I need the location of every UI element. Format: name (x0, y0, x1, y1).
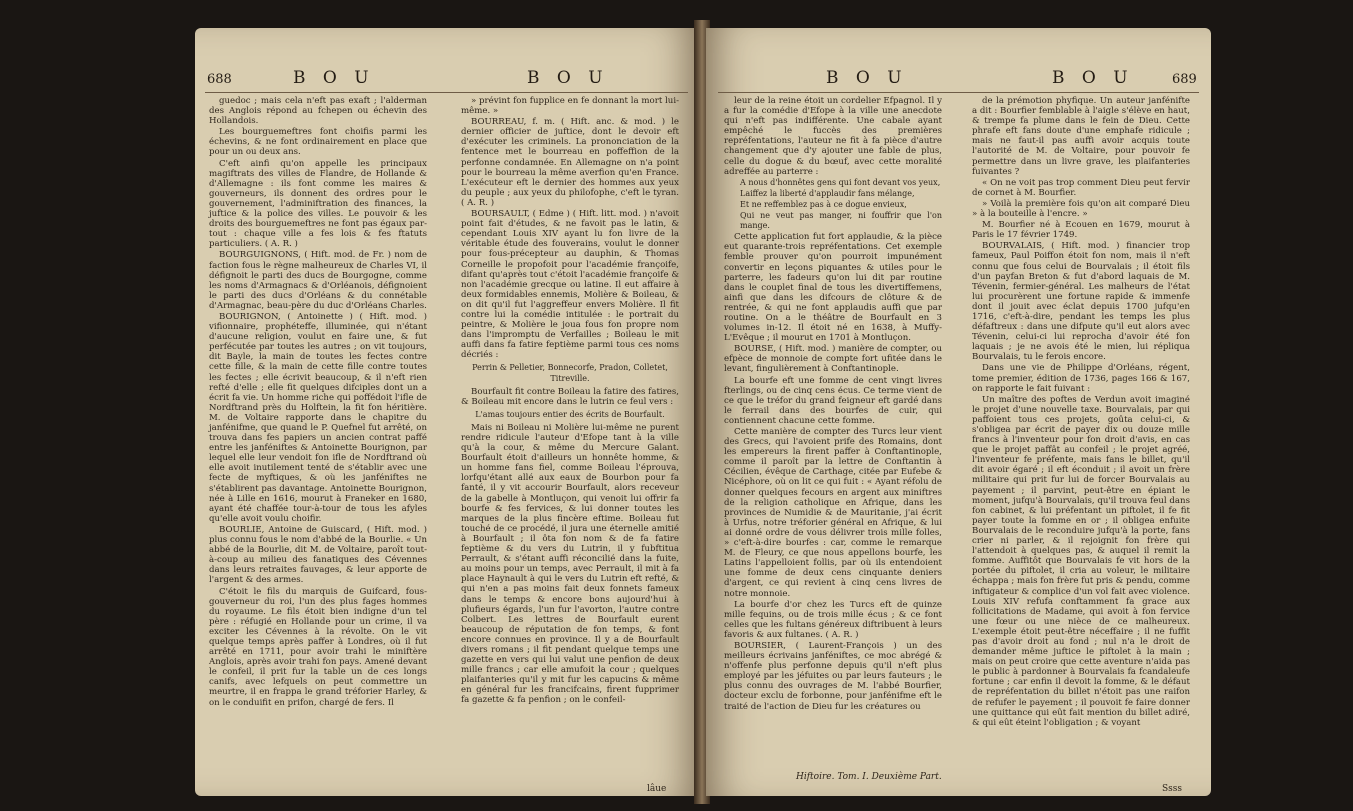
paragraph: BOURIGNON, ( Antoinette ) ( Hift. mod. ) vifionnaire, prophéteffe, illuminée, qui n'étant d'aucune religion, voulut en faire une, & fut perfécutée par toutes les autres ; on vit toujours, dit Bayle, la main de toutes les fectes contre cette fille, & la main de cette fille contre toutes les fectes ; elle écrivit beaucoup, & il n'eft rien refté d'elle ; elle fit quelques difciples dont un a écrit fa vie. Un homme riche qui poffédoit l'ifle de Nordftrand près du Holftein, la fit fon héritière. M. de Voltaire rapporte dans le chapitre du janfénifme, que quand le P. Quefnel fut arrêté, on trouva dans fes papiers un ancien contrat paffé entre les janféniftes & Antoinette Bourignon, par lequel elle leur vendoit fon ifle de Nordftrand où elle avoit inutilement tenté de s'établir avec une fecte de myftiques, & où les janféniftes ne s'établirent pas davantage. Antoinette Bourignon, née à Lille en 1616, mourut à Franeker en 1680, ayant été chaffée tour-à-tour de tous les afyles qu'elle avoit voulu choifir. (209, 311, 427, 524)
paragraph: de la prémotion phyfique. Un auteur janfénifte a dit : Bourfier femblable à l'aigle s'élève en haut, & trempe fa plume dans le fein de Dieu. Cette phrafe eft fans doute d'une emphafe ridicule ; mais ne faut-il pas auffi avoir acquis toute l'autorité de M. de Voltaire, pour pouvoir fe permettre dans un livre grave, les plaifanteries fuivantes ? (972, 96, 1190, 177)
text-column-left (209, 96, 427, 709)
paragraph: La bourfe d'or chez les Turcs eft de quinze mille fequins, ou de trois mille écus ; & ce font celles que les fultans généreux diftribuent à leurs favoris & aux fultanes. ( A. R. ) (724, 599, 942, 640)
paragraph: M. Bourfier né à Ecouen en 1679, mourut à Paris le 17 février 1749. (972, 220, 1190, 241)
paragraph: Bourfault fit contre Boileau la fatire des fatires, & Boileau mit encore dans le lutrin ce feul vers : (461, 386, 679, 407)
paragraph: BOURVALAIS, ( Hift. mod. ) financier trop fameux, Paul Poiffon étoit fon nom, mais il n'eft connu que fous celui de Bourvalais ; il étoit fils d'un payfan Breton & fut d'abord laquais de M. Tévenin, fermier-général. Les malheurs de l'état lui procurèrent une fortune rapide & immenfe dont il jouit avec éclat depuis 1700 jufqu'en 1716, c'eft-à-dire, pendant les temps les plus défaftreux : dans une difpute qu'il eut alors avec Tévenin, celui-ci lui reprocha d'avoir été fon laquais ; je ne avois été le mien, lui répliqua Bourvalais, tu le ferois encore. (972, 241, 1190, 363)
text-column-right (461, 96, 679, 707)
paragraph: BOURSIER, ( Laurent-François ) un des meilleurs écrivains janféniftes, ce moc abrégé & n'offenfe plus perfonne depuis qu'il n'eft plus employé par les jéfuites ou par leurs fauteurs ; le plus connu des ouvrages de M. l'abbé Bourfier, docteur exclu de forbonne, pour janfénifme eft le traité de l'action de Dieu fur les créatures ou (724, 640, 942, 712)
paragraph: Un maître des poftes de Verdun avoit imaginé le projet d'une nouvelle taxe. Bourvalais, par qui paffoient tous ces projets, goûta celui-ci, & s'obligea par écrit de payer dix ou douze mille francs à l'inventeur pour fon droit d'avis, en cas que le projet paffât au confeil ; le projet agréé, l'inventeur fe préfente, mais fans le billet, qu'il dit avoir égaré ; il eft éconduit ; il avoit un frère militaire qui prit fur lui de forcer Bourvalais au payement ; il parvint, peut-être en épiant le moment, jufqu'à Bourvalais, qu'il trouva feul dans fon cabinet, & lui préfentant un piftolet, il fe fit payer toute la fomme en or ; il obligea enfuite Bourvalais de le reconduire jufqu'à la porte, fans crier ni parler, & il rejoignit fon frère qui l'attendoit à quelques pas, & auquel il remit la fomme. Auffitôt que Bourvalais fe vit hors de la portée du piftolet, il cria au voleur, le militaire échappa ; mais fon frère fut pris & pendu, comme inftigateur & complice d'un vol fait avec violence. Louis XIV refufa conftamment fa grace aux follicitations de Madame, qui avoit à fon fervice une fœur ou une nièce de ce malheureux. L'exemple étoit peut-être néceffaire ; il ne fuffit pas d'avoir droit au fond ; nul n'a le droit de demander même juftice le piftolet à la main ; mais on peut croire que cette aventure n'aida pas le public à pardonner à Bourvalais fa fcandaleufe fortune ; car enfin il devoit la fomme, & le défaut de repréfentation du billet n'étoit pas une raifon de refufer le payement ; il pouvoit fe faire donner une quittance qui eût fait mention du billet adiré, & qui eût éteint l'obligation ; & voyant (972, 394, 1190, 728)
verse-quote: L'amas toujours entier des écrits de Bourfault. (475, 409, 665, 419)
catchword: lâue (647, 784, 667, 794)
running-header: B O U (527, 68, 609, 88)
verse-line: Et ne reffemblez pas à ce dogue envieux, (740, 199, 907, 209)
header-rule (718, 92, 1199, 93)
footer-volume: Hiftoire. Tom. I. Deuxième Part. (796, 772, 942, 782)
paragraph: Cette manière de compter des Turcs leur vient des Grecs, qui l'avoient prife des Romains, dont les empereurs la firent paffer à Conftantinople, comme il paroît par la lettre de Conftantin à Cécilien, évêque de Carthage, citée par Eufebe & Nicéphore, où on lit ce qui fuit : « Ayant réfolu de donner quelques fecours en argent aux miniftres de la religion catholique en Afrique, dans les provinces de Numidie & de Mauritanie, j'ai écrit à Urfus, notre tréforier général en Afrique, & lui ai donné ordre de vous délivrer trois mille folles, » c'eft-à-dire bourfes : car, comme le remarque M. de Fleury, ce que nous appellons bourfe, les Latins l'appelloient follis, par où ils entendoient une fomme de deux cens cinquante deniers d'argent, ce qui revient à cinq cens livres de notre monnoie. (724, 427, 942, 599)
paragraph: guedoc ; mais cela n'eft pas exaft ; l'alderman des Anglois répond au fchepen ou échevin des Hollandois. (209, 96, 427, 127)
header-rule (205, 92, 688, 93)
paragraph: Dans une vie de Philippe d'Orléans, régent, tome premier, édition de 1736, pages 166 & 167, on rapporte le fait fuivant : (972, 363, 1190, 394)
paragraph: La bourfe eft une fomme de cent vingt livres fterlings, ou de cinq cens écus. Ce terme vient de ce que le tréfor du grand feigneur eft gardé dans le ferrail dans des bourfes de cuir, qui contiennent chacune cette fomme. (724, 375, 942, 426)
verse-line: Qui ne veut pas manger, ni fouffrir que l'on mange. (740, 211, 942, 231)
paragraph: Mais ni Boileau ni Molière lui-même ne purent rendre ridicule l'auteur d'Efope tant à la ville qu'à la cour, & même du Mercure Galant. Bourfault étoit d'ailleurs un honnête homme, & un homme fans fiel, comme Boileau l'éprouva, lorfqu'étant allé aux eaux de Bourbon pour fa fanté, il y vit accourir Bourfault, alors receveur de la gabelle à Montluçon, qui venoit lui offrir fa bourfe & fes fervices, & lui donner toutes les marques de la plus fincère eftime. Boileau fut touché de ce procédé, il jura une éternelle amitié à Bourfault ; il ôta fon nom & de fa fatire feptième & du vers du Lutrin, il y fubftitua Perrault, & s'étant auffi réconcilié dans la fuite, au moins pour un temps, avec Perrault, il mit à fa place Haynault à qui le vers du Lutrin eft refté, & qui n'en a pas moins fait deux fonnets fameux dans le temps & encore bons aujourd'hui à plufieurs égards, l'un fur l'avorton, l'autre contre Colbert. Les lettres de Bourfault eurent beaucoup de réputation de fon temps, & font encore connues en province. Il y a de Bourfault divers romans ; il fit pendant quelque temps une gazette en vers qui lui valut une penfion de deux mille francs ; car elle amufoit la cour ; quelques plaifanteries qu'il y mit fur les capucins & même en général fur les francifcains, firent fupprimer fa gazette & fa penfion ; on le confeil- (461, 422, 679, 706)
paragraph: BOURGUIGNONS, ( Hift. mod. de Fr. ) nom de faction fous le règne malheureux de Charles VI, il défignoit le parti des ducs de Bourgogne, comme les noms d'Armagnacs & d'Orléanois, défignoient le parti des ducs d'Orléans & du connétable d'Armagnac, beau-père du duc d'Orléans Charles. (209, 250, 427, 311)
paragraph: Les bourguemeftres font choifis parmi les échevins, & ne font ordinairement en place que pour un ou deux ans. (209, 127, 427, 158)
text-column-left (724, 96, 942, 713)
left-page (195, 28, 698, 796)
paragraph: C'étoit le fils du marquis de Guifcard, fous-gouverneur du roi, l'un des plus fages hommes du royaume. Le fils étoit bien indigne d'un tel père : réfugié en Hollande pour un crime, il va exciter les Cévennes à la révolte. On le vit quelque temps après paffer à Londres, où il fut arrêté en 1711, pour avoir trahi le miniftère Anglois, après avoir trahi fon pays. Amené devant le confeil, il prit fur la table un de ces longs canifs, avec lefquels on peut commettre un meurtre, il en frappa le grand tréforier Harley, & on le conduifit en prifon, chargé de fers. Il (209, 586, 427, 708)
page-number: 688 (207, 72, 232, 87)
paragraph: » Voilà la première fois qu'on ait comparé Dieu » à la bouteille à l'encre. » (972, 198, 1190, 220)
paragraph: » prévint fon fupplice en fe donnant la mort lui-même. » (461, 96, 679, 117)
paragraph: BOURREAU, f. m. ( Hift. anc. & mod. ) le dernier officier de juftice, dont le devoir eft d'exécuter les criminels. La prononciation de la fentence met le bourreau en poffeffion de la perfonne condamnée. En Allemagne on n'a point pour le bourreau la même averfion qu'en France. L'exécuteur eft le dernier des hommes aux yeux du peuple ; aux yeux du philofophe, c'eft le tyran. ( A. R. ) (461, 117, 679, 208)
running-header: B O U (293, 68, 375, 88)
text-column-right (972, 96, 1190, 729)
page-number: 689 (1172, 72, 1197, 87)
verse-line: A nous d'honnêtes gens qui font devant vos yeux, (740, 177, 941, 187)
paragraph: leur de la reine étoit un cordelier Efpagnol. Il y a fur la comédie d'Efope à la ville une anecdote qui n'eft pas indifférente. Une cabale ayant empêché le fuccès des premières repréfentations, l'auteur ne fit à fa pièce d'autre changement que d'y ajouter une fable de plus, celle du dogue & du bœuf, avec cette moralité adreffée au parterre : (724, 96, 942, 177)
right-page (706, 28, 1211, 796)
running-header: B O U (826, 68, 908, 88)
signature-mark: Ssss (1162, 784, 1183, 794)
paragraph: BOURSAULT, ( Edme ) ( Hift. litt. mod. ) n'avoit point fait d'études, & ne favoit pas le latin, & cependant Louis XIV ayant lu fon livre de la véritable étude des fouverains, voulut le donner pour fous-précepteur au dauphin, & Thomas Corneille le propofoit pour l'académie françoife, difant qu'après tout c'étoit l'académie françoife & non l'académie grecque ou latine. Il eut affaire à deux formidables ennemis, Molière & Boileau, & on dit qu'il fut l'aggreffeur envers Molière. Il fit contre lui la comédie intitulée : le portrait du peintre, & Molière le joua fous fon propre nom dans l'impromptu de Verfailles ; Boileau le mit auffi dans fa fatire feptième parmi tous ces noms décriés : (461, 209, 679, 361)
paragraph: C'eft ainfi qu'on appelle les principaux magiftrats des villes de Flandre, de Hollande & d'Allemagne : ils font comme les maires & gouverneurs, ils donnent des ordres pour le gouvernement, l'adminiftration des finances, la juftice & la police des villes. Le pouvoir & les droits des bourguemeftres ne font pas égaux par-tout : chaque ville a fes lois & fes ftatuts particuliers. ( A. R. ) (209, 158, 427, 250)
paragraph: BOURSE, ( Hift. mod. ) manière de compter, ou efpèce de monnoie de compte fort ufitée dans le levant, fingulièrement à Conftantinople. (724, 344, 942, 375)
paragraph: « On ne voit pas trop comment Dieu peut fervir de cornet à M. Bourfier. (972, 177, 1190, 198)
verse-line: Laiffez la liberté d'applaudir fans mélange, (740, 188, 915, 198)
verse-quote: Perrin & Pelletier, Bonnecorfe, Pradon, Colletet, Titreville. (472, 363, 668, 383)
paragraph: BOURLIE, Antoine de Guiscard, ( Hift. mod. ) plus connu fous le nom d'abbé de la Bourlie. « Un abbé de la Bourlie, dit M. de Voltaire, paroît tout-à-coup au milieu des fanatiques des Cévennes dans leurs retraites fauvages, & leur apporte de l'argent & des armes. (209, 524, 427, 586)
paragraph: Cette application fut fort applaudie, & la pièce eut quarante-trois repréfentations. Cet exemple femble prouver qu'on pourroit impunément convertir en leçons piquantes & utiles pour le parterre, les fadeurs qu'on lui dit par routine dans le couplet final de tous les divertiffemens, ainfi que dans les difcours de clôture & de rentrée, & qui ne font applaudis auffi que par routine. On a le théâtre de Bourfault en 3 volumes in-12. Il étoit né en 1638, à Muffy-L'Evêque ; il mourut en 1701 à Montluçon. (724, 232, 942, 344)
running-header: B O U (1052, 68, 1134, 88)
